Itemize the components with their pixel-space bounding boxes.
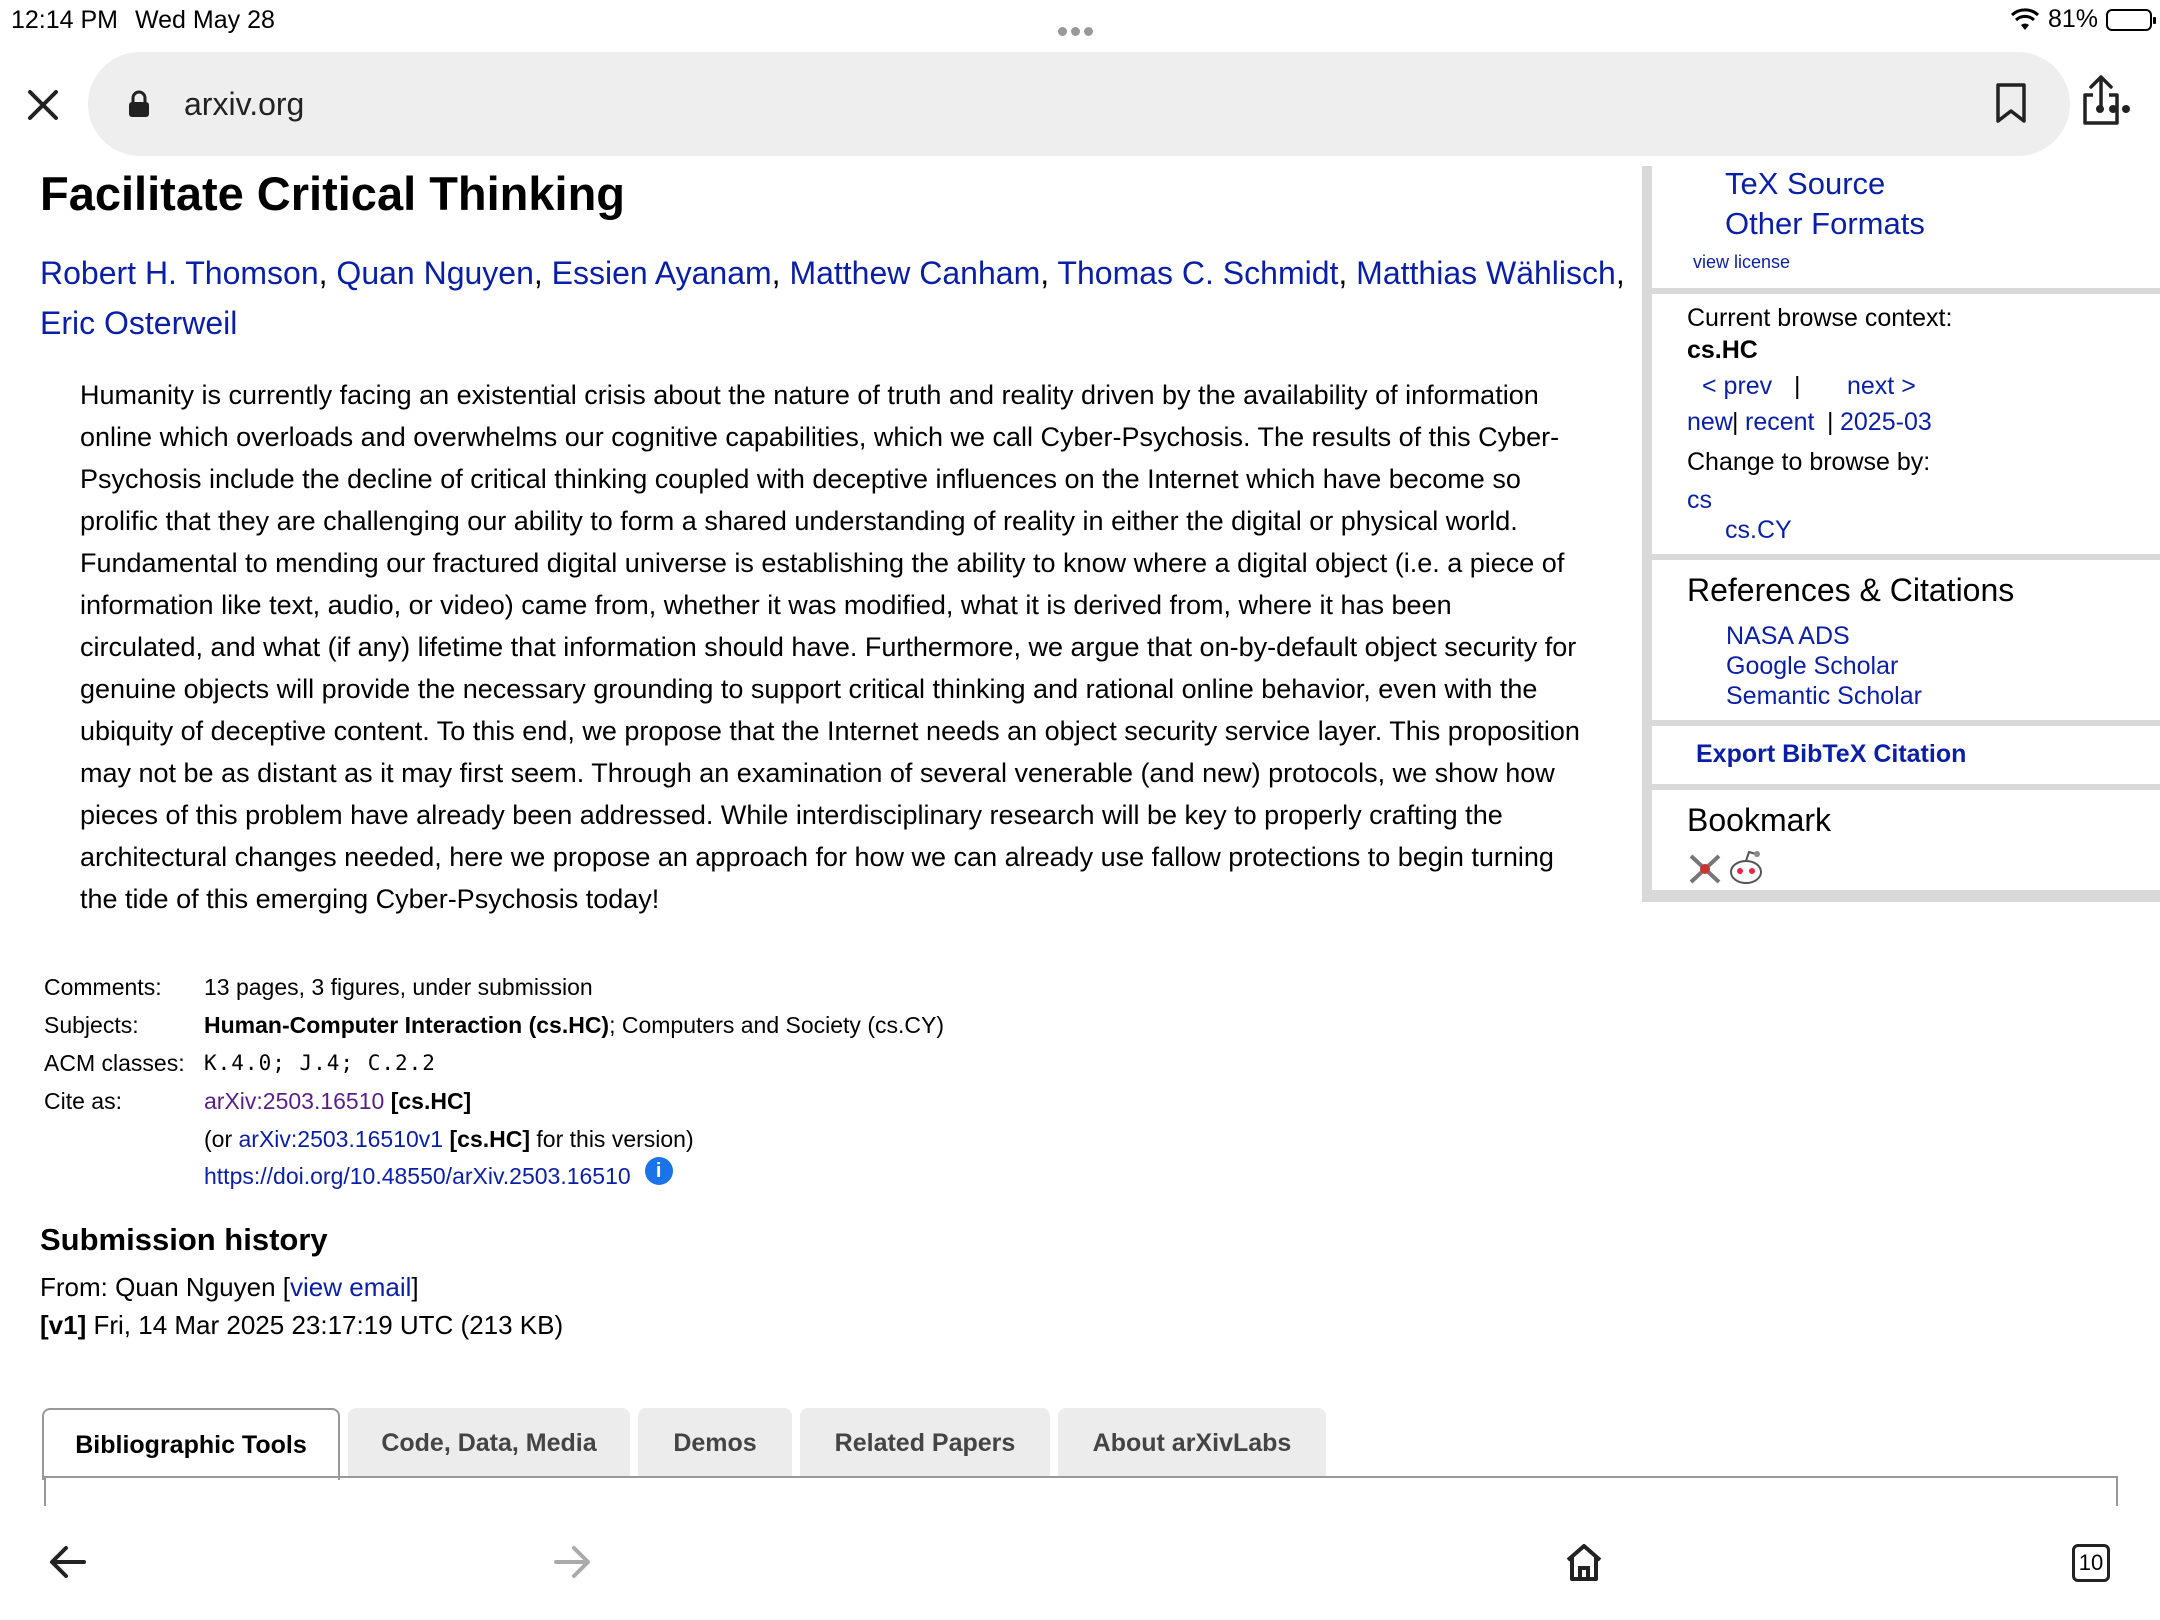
tab-demos[interactable]: Demos [638, 1408, 792, 1478]
meta-label: Subjects: [44, 1011, 139, 1038]
primary-subject: Human-Computer Interaction (cs.HC) [204, 1011, 610, 1038]
address-bar[interactable] [88, 52, 2070, 156]
tab-divider [346, 1476, 2118, 1478]
nasa-ads-link[interactable]: NASA ADS [1726, 622, 1850, 650]
sidebar-references [1652, 560, 2160, 720]
meta-row-subjects [44, 1006, 944, 1044]
new-link[interactable]: new [1687, 408, 1733, 436]
meta-row-cite [44, 1082, 944, 1120]
tab-bar [42, 1408, 1334, 1480]
home-icon[interactable] [1564, 1542, 1604, 1582]
meta-label: Cite as: [44, 1087, 122, 1114]
sidebar-export [1652, 726, 2160, 784]
acm-classes: K.4.0; J.4; C.2.2 [204, 1051, 436, 1075]
from-text: From: Quan Nguyen [ [40, 1272, 290, 1302]
separator: | [1827, 408, 1834, 436]
bibsonomy-icon[interactable] [1687, 852, 1723, 886]
other-formats-link[interactable]: Other Formats [1725, 206, 1925, 241]
tex-source-link[interactable]: TeX Source [1725, 166, 1886, 201]
browser-toolbar [0, 50, 2160, 160]
status-time: 12:14 PM [11, 6, 119, 34]
status-date: Wed May 28 [135, 6, 275, 34]
meta-label: ACM classes: [44, 1049, 185, 1076]
lock-icon [128, 90, 150, 118]
status-right [2010, 5, 2152, 34]
view-license-link[interactable]: view license [1693, 252, 1791, 272]
abstract: Humanity is currently facing an existential crisis about the nature of truth and reality driven by the availability of information online which overloads and overwhelms our cognitive capabilities, which we call Cyber-Psychosis. The results of this Cyber-Psychosis include the decline of critical thinking coupled with deceptive influences on the Internet which have become so prolific that they are challenging our ability to form a shared understanding of reality in either the digital or physical world. Fundamental to mending our fractured digital universe is establishing the ability to know where a digital object (i.e. a piece of information like text, audio, or video) came from, whether it was modified, what it is derived from, where it has been circulated, and what (if any) lifetime that information should have. Furthermore, we argue that on-by-default object security for genuine objects will provide the necessary grounding to support critical thinking and rational online behavior, even with the ubiquity of deceptive content. To this end, we propose that the Internet needs an object security service layer. This proposition may not be as distant as it may first seem. Through an examination of several venerable (and new) protocols, we show how pieces of this problem have already been addressed. While interdisciplinary research will be key to properly crafting the architectural changes needed, here we propose an approach for how we can already use fallow protections to begin turning the tide of this emerging Cyber-Psychosis today! [80, 380, 1580, 914]
cscy-link[interactable]: cs.CY [1725, 516, 1792, 544]
next-link[interactable]: next > [1847, 372, 1916, 400]
tab-code-data-media[interactable]: Code, Data, Media [348, 1408, 630, 1478]
author-link[interactable]: Essien Ayanam [551, 255, 772, 291]
month-link[interactable]: 2025-03 [1840, 408, 1932, 436]
back-arrow-icon[interactable] [48, 1544, 88, 1580]
view-email-link[interactable]: view email [290, 1272, 412, 1302]
recent-link[interactable]: recent [1745, 408, 1815, 436]
change-browse-label: Change to browse by: [1687, 448, 1931, 476]
cite-category: [cs.HC] [390, 1087, 472, 1114]
battery-icon [2106, 9, 2152, 31]
multitasking-dots-icon[interactable] [1058, 14, 1097, 43]
bookmark-icon[interactable] [1994, 82, 2028, 124]
browse-context-label: Current browse context: [1687, 304, 1953, 332]
separator: | [1732, 408, 1739, 436]
sidebar [1642, 166, 2160, 902]
cite-or-text: (or [204, 1125, 239, 1152]
reddit-icon[interactable] [1727, 850, 1765, 886]
sidebar-formats [1652, 166, 2160, 288]
sidebar-browse [1652, 294, 2160, 554]
author-link[interactable]: Matthew Canham [789, 255, 1041, 291]
tab-bibliographic-tools[interactable]: Bibliographic Tools [42, 1408, 340, 1480]
cite-version-link[interactable]: arXiv:2503.16510v1 [238, 1125, 444, 1152]
author-list: Robert H. Thomson, Quan Nguyen, Essien Ayanam, Matthew Canham, Thomas C. Schmidt, Matthias Wählisch, Eric Osterweil [40, 255, 1625, 341]
metadata-table [44, 968, 944, 1196]
export-bibtex-link[interactable]: Export BibTeX Citation [1696, 740, 1967, 768]
meta-row-comments [44, 968, 944, 1006]
meta-row-doi [44, 1158, 944, 1196]
submission-history-title: Submission history [40, 1222, 328, 1257]
cs-link[interactable]: cs [1687, 486, 1712, 514]
secondary-subjects: ; Computers and Society (cs.CY) [609, 1011, 944, 1038]
separator: | [1794, 372, 1801, 400]
cite-link[interactable]: arXiv:2503.16510 [204, 1087, 385, 1114]
doi-link[interactable]: https://doi.org/10.48550/arXiv.2503.16510 [204, 1162, 631, 1189]
author-link[interactable]: Robert H. Thomson [40, 255, 319, 291]
tab-related-papers[interactable]: Related Papers [800, 1408, 1050, 1478]
author-link[interactable]: Eric Osterweil [40, 305, 238, 341]
google-scholar-link[interactable]: Google Scholar [1726, 652, 1899, 680]
cite-version-category: [cs.HC] [449, 1125, 531, 1152]
version-info: Fri, 14 Mar 2025 23:17:19 UTC (213 KB) [86, 1310, 564, 1340]
references-title: References & Citations [1687, 572, 2015, 608]
author-link[interactable]: Quan Nguyen [336, 255, 534, 291]
close-icon[interactable] [22, 84, 64, 126]
forward-arrow-icon[interactable] [552, 1544, 592, 1580]
submission-history [40, 1268, 563, 1344]
from-suffix: ] [411, 1272, 419, 1302]
tabs-count-button[interactable]: 10 [2072, 1544, 2110, 1582]
wifi-icon [2010, 8, 2040, 32]
battery-percent: 81% [2047, 5, 2098, 33]
meta-row-cite-version [44, 1120, 944, 1158]
version-tag: [v1] [40, 1310, 87, 1340]
prev-link[interactable]: < prev [1702, 372, 1773, 400]
status-bar [0, 0, 2160, 42]
more-options-icon[interactable] [2096, 100, 2135, 118]
meta-comments: 13 pages, 3 figures, under submission [204, 973, 593, 1000]
browse-context: cs.HC [1687, 336, 1758, 364]
info-icon[interactable]: i [645, 1157, 673, 1185]
meta-row-acm [44, 1044, 944, 1082]
url-text[interactable]: arxiv.org [184, 86, 305, 122]
semantic-scholar-link[interactable]: Semantic Scholar [1726, 682, 1922, 710]
tab-panel [44, 1476, 2118, 1506]
sidebar-bookmark [1652, 790, 2160, 890]
meta-label: Comments: [44, 973, 162, 1000]
author-link[interactable]: Matthias Wählisch [1356, 255, 1616, 291]
author-link[interactable]: Thomas C. Schmidt [1057, 255, 1339, 291]
cite-version-tail: for this version) [530, 1125, 694, 1152]
tab-about-arxivlabs[interactable]: About arXivLabs [1058, 1408, 1326, 1478]
bookmark-title: Bookmark [1687, 802, 1832, 838]
page-title: Facilitate Critical Thinking [40, 167, 625, 220]
